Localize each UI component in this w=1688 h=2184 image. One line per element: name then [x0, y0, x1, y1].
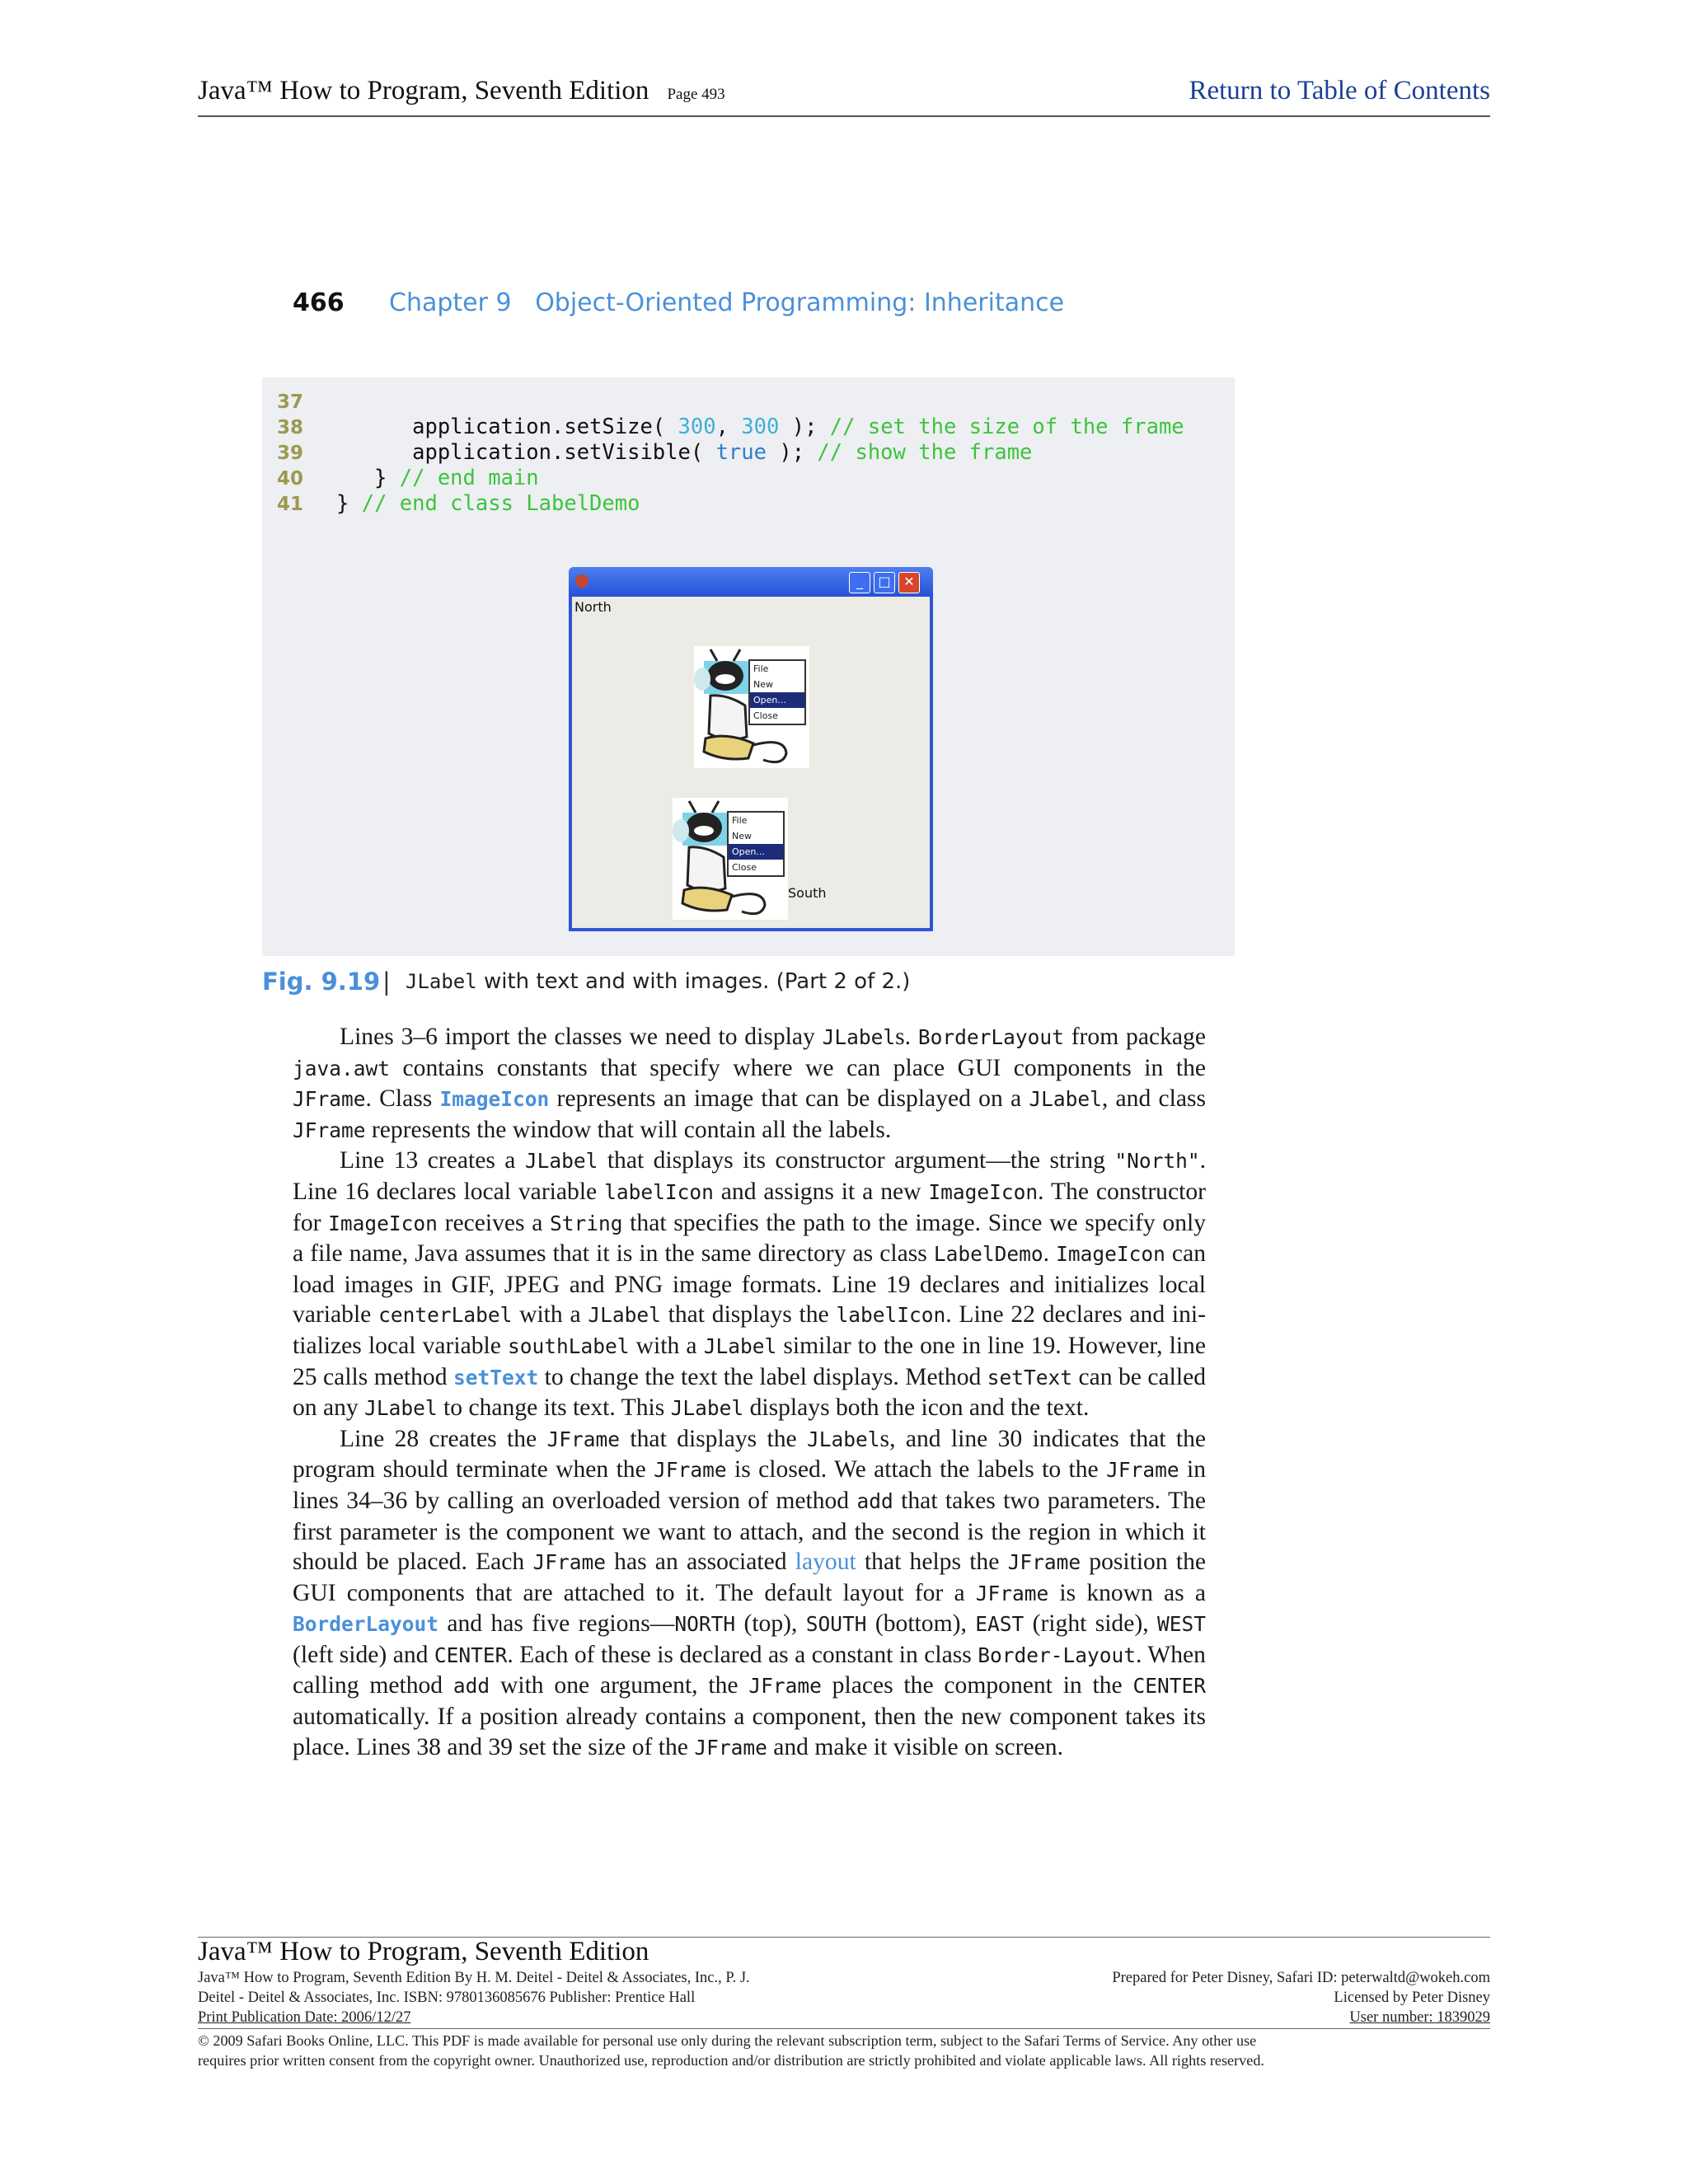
text-run: s, and line 30 indicates that the program should terminate when the	[293, 1425, 1207, 1483]
code-term: JFrame	[532, 1550, 606, 1575]
text-run: (right side),	[1024, 1610, 1157, 1638]
code-term: String	[550, 1211, 623, 1235]
code-term: JFrame	[694, 1735, 767, 1760]
header-divider	[198, 115, 1490, 117]
bug-image-icon	[694, 646, 809, 768]
code-line: 40 } // end main	[277, 466, 539, 490]
label-demo-window	[569, 567, 933, 931]
key-code-term: BorderLayout	[293, 1612, 439, 1637]
file-menu-image	[748, 659, 806, 725]
code-line: 39 application.setVisible( true ); // show the frame	[277, 440, 1033, 465]
maximize-button[interactable]: □	[874, 572, 895, 593]
menu-item: New	[732, 831, 752, 841]
code-term: JLabel	[524, 1149, 598, 1174]
text-run: s.	[895, 1024, 918, 1050]
body-text	[293, 1022, 1206, 1763]
code-term: WEST	[1156, 1612, 1206, 1637]
text-run: . When calling method	[293, 1641, 1206, 1699]
code-term: ImageIcon	[328, 1211, 438, 1235]
text-run: places the component in the	[821, 1672, 1133, 1699]
footer-prepared-for: Prepared for Peter Disney, Safari ID: peterwaltd@wokeh.com	[1112, 1970, 1490, 1986]
code-term: JFrame	[654, 1458, 727, 1483]
footer-book-title: Java™ How to Program, Seventh Edition	[198, 1937, 649, 1966]
code-term: centerLabel	[378, 1303, 513, 1328]
menu-item: Open...	[729, 844, 783, 860]
text-run: automatically. If a position already contains a component, then the new component takes its place. Lines 38 and 39 set the size of the	[293, 1704, 1206, 1760]
key-code-term: setText	[452, 1365, 539, 1390]
code-term: labelIcon	[836, 1303, 946, 1328]
text-run: .	[1043, 1240, 1057, 1268]
text-run: that takes two parameters. The first parameter is the component we want to attach, and the second is the region in which it should be placed. Each	[293, 1487, 1206, 1576]
code-term: JFrame	[546, 1427, 621, 1451]
code-term: java.awt	[293, 1056, 391, 1080]
code-term: JLabel	[364, 1396, 438, 1421]
code-term: JFrame	[293, 1118, 366, 1142]
menu-item: New	[753, 679, 773, 690]
code-term: add	[452, 1674, 490, 1699]
text-run: Line 13 creates a	[340, 1147, 525, 1174]
printed-page-number: 466	[293, 288, 345, 317]
text-run: represents an image that can be displayed on a	[549, 1085, 1029, 1113]
code-term: Border-Layout	[978, 1643, 1136, 1667]
text-run: with a	[629, 1332, 704, 1359]
table-of-contents-link[interactable]: Return to Table of Contents	[1189, 76, 1490, 105]
text-run: that displays the	[620, 1425, 808, 1452]
code-term: JFrame	[1106, 1458, 1179, 1483]
file-menu-image	[727, 811, 785, 877]
text-run: to change its text. This	[437, 1394, 671, 1422]
chapter-heading: Chapter 9 Object-Oriented Programming: Inheritance	[389, 288, 1065, 317]
code-term: JLabel	[588, 1303, 661, 1328]
code-term: southLabel	[508, 1333, 630, 1358]
text-run: . The constructor for	[293, 1178, 1206, 1236]
text-run: that displays its constructor argument—the string	[598, 1147, 1115, 1174]
close-button[interactable]: ✕	[898, 572, 920, 593]
text-run: (top),	[735, 1610, 806, 1638]
footer-licensed-by: Licensed by Peter Disney	[1334, 1990, 1490, 2006]
book-title-header: Java™ How to Program, Seventh Edition Page 493	[198, 76, 725, 105]
menu-item: Close	[753, 710, 778, 721]
footer-divider	[198, 2028, 1490, 2029]
text-run: with a	[512, 1301, 588, 1329]
text-run: Line 28 creates the	[340, 1425, 547, 1452]
figure-number: Fig. 9.19	[262, 968, 381, 996]
code-term: JLabel	[822, 1025, 896, 1049]
north-label: North	[574, 599, 612, 615]
code-term: JLabel	[1029, 1087, 1102, 1112]
footer-publisher: Deitel - Deitel & Associates, Inc. ISBN: 9780136085676 Publisher: Prentice Hall	[198, 1990, 696, 2006]
window-content	[572, 597, 930, 928]
copyright-notice: © 2009 Safari Books Online, LLC. This PDF is made available for personal use only during the relevant subscription term, subject to the Safari Terms of Service. Any other use requires prior written consent from the copyright owner. Unauthorized use, reproduction and/or distribution are strictly prohibited and violate applicable laws. All rights reserved.	[198, 2032, 1264, 2069]
south-label: South	[788, 885, 827, 901]
paragraph	[293, 1146, 1206, 1423]
paragraph	[293, 1424, 1206, 1764]
text-run: with one argument, the	[490, 1672, 749, 1699]
menu-item: File	[753, 663, 769, 674]
caption-separator: |	[382, 968, 391, 996]
text-run: displays both the icon and the text.	[743, 1394, 1090, 1422]
text-run: in lines 34–36 by calling an overloaded version of method	[293, 1456, 1207, 1514]
text-run: . Line 16 declares local variable	[293, 1147, 1206, 1205]
figure-caption: JLabel with text and with images. (Part 2 of 2.)	[406, 969, 911, 994]
text-run: and make it visible on screen.	[767, 1733, 1063, 1760]
bug-image-icon	[673, 798, 788, 920]
code-line: 37	[277, 391, 304, 413]
footer-authors: Java™ How to Program, Seventh Edition By H. M. Deitel - Deitel & Associates, Inc., P. J.	[198, 1970, 750, 1986]
code-term: ImageIcon	[1056, 1242, 1165, 1267]
code-term: EAST	[975, 1612, 1025, 1637]
text-run: can load images in GIF, JPEG and PNG image formats. Line 19 declares and initializes local variable	[293, 1240, 1207, 1329]
code-term: setText	[987, 1365, 1073, 1390]
text-run: . Class	[365, 1085, 440, 1113]
code-term: ImageIcon	[928, 1179, 1039, 1204]
text-run: is known as a	[1048, 1579, 1206, 1606]
text-run: receives a	[437, 1209, 550, 1236]
code-term: LabelDemo	[933, 1242, 1043, 1267]
text-run: that helps the	[856, 1549, 1008, 1576]
text-run: similar to the one in line 19. However, line 25 calls method	[293, 1332, 1206, 1390]
text-run: . Line 22 declares and ini-tializes local variable	[293, 1301, 1206, 1359]
menu-item: File	[732, 815, 748, 826]
text-run: to change the text the label displays. Method	[538, 1363, 987, 1390]
footer-pub-date: Print Publication Date: 2006/12/27	[198, 2009, 411, 2026]
java-app-icon	[575, 574, 588, 588]
code-term: "North"	[1114, 1149, 1200, 1174]
text-run: (left side) and	[293, 1641, 434, 1668]
text-run: that displays the	[660, 1301, 837, 1329]
text-run: and has five regions—	[438, 1610, 675, 1638]
menu-item: Close	[732, 862, 757, 873]
code-term: JFrame	[975, 1581, 1049, 1605]
code-term: add	[856, 1488, 893, 1513]
code-term: CENTER	[434, 1643, 508, 1667]
text-run: contains constants that specify where we can place GUI components in the	[390, 1054, 1206, 1081]
text-run: , and class	[1101, 1085, 1206, 1113]
text-run: has an associated	[605, 1549, 795, 1576]
code-term: JFrame	[748, 1674, 822, 1699]
key-code-term: ImageIcon	[439, 1087, 550, 1112]
code-line: 38 application.setSize( 300, 300 ); // set the size of the frame	[277, 415, 1184, 439]
text-run: can be called on any	[293, 1363, 1207, 1422]
code-term: labelIcon	[604, 1179, 714, 1204]
code-term: SOUTH	[805, 1612, 867, 1637]
code-term: JLabel	[670, 1396, 744, 1421]
code-term: NORTH	[674, 1612, 736, 1637]
key-term: layout	[795, 1549, 856, 1576]
page-label: Page 493	[667, 86, 725, 103]
text-run: represents the window that will contain all the labels.	[365, 1116, 892, 1143]
footer-user-number: User number: 1839029	[1349, 2009, 1490, 2026]
text-run: that specifies the path to the image. Since we specify only a file name, Java assumes that it is in the same directory as class	[293, 1209, 1207, 1268]
code-term: BorderLayout	[917, 1025, 1064, 1049]
text-run: Lines 3–6 import the classes we need to display	[340, 1024, 823, 1050]
code-term: JFrame	[1007, 1550, 1081, 1575]
code-line: 41 } // end class LabelDemo	[277, 491, 640, 516]
code-term: JLabel	[703, 1333, 777, 1358]
code-term: JLabel	[807, 1427, 880, 1451]
code-term: CENTER	[1132, 1674, 1207, 1699]
menu-item: Open...	[750, 692, 804, 708]
paragraph	[293, 1022, 1206, 1146]
window-title-bar[interactable]	[569, 567, 933, 597]
text-run: position the GUI components that are attached to it. The default layout for a	[293, 1549, 1207, 1606]
minimize-button[interactable]: _	[849, 572, 870, 593]
text-run: is closed. We attach the labels to the	[726, 1456, 1107, 1483]
code-term: JFrame	[293, 1087, 366, 1112]
text-run: . Each of these is declared as a constant in class	[507, 1641, 978, 1668]
text-run: (bottom),	[866, 1610, 976, 1638]
text-run: and assigns it a new	[713, 1178, 929, 1205]
text-run: from package	[1063, 1024, 1206, 1050]
